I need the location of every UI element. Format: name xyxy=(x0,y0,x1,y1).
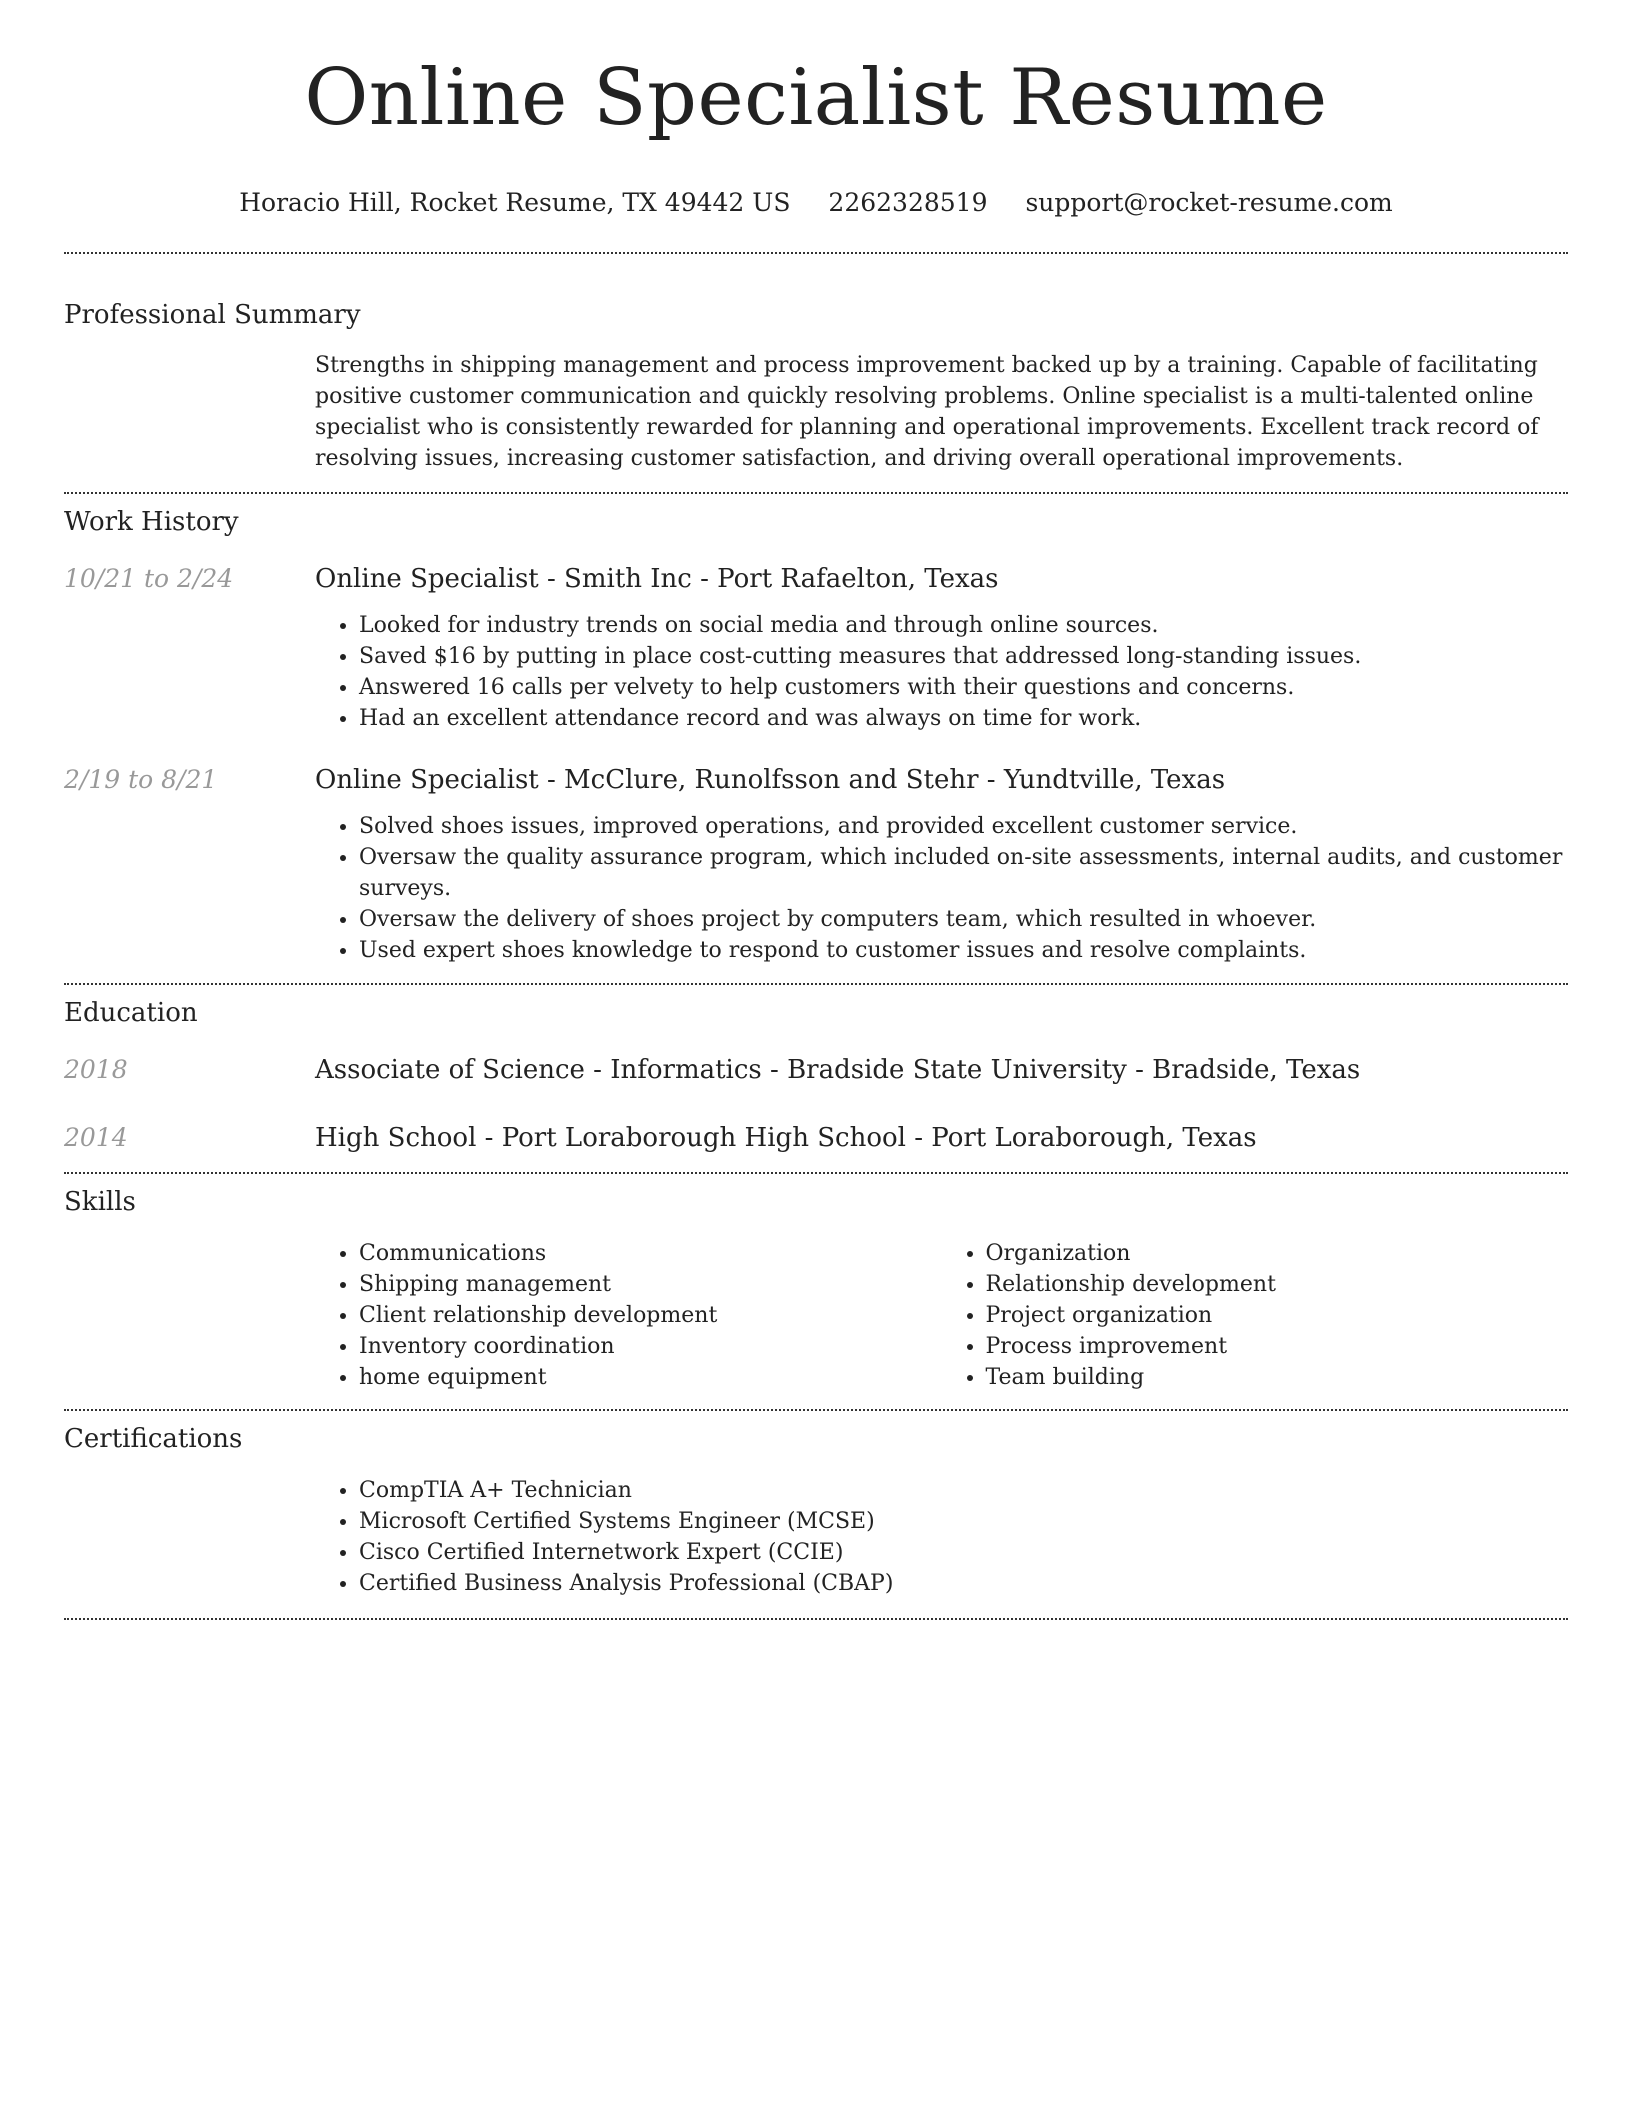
section-heading: Skills xyxy=(64,1187,136,1217)
job-dates: 10/21 to 2/24 xyxy=(64,564,234,593)
list-item: • Oversaw the delivery of shoes project by computers team, which resulted in whoever. xyxy=(359,904,1568,935)
section-education xyxy=(64,995,1568,1155)
education-year: 2018 xyxy=(64,1055,128,1084)
list-item: • Microsoft Certified Systems Engineer (MCSE) xyxy=(359,1506,1568,1537)
section-heading: Certifications xyxy=(64,1424,243,1454)
list-item: • Oversaw the quality assurance program, which included on-site assessments, internal audits, and customer surveys. xyxy=(359,842,1568,904)
skills-columns xyxy=(315,1238,1568,1393)
list-item: • Project organization xyxy=(986,1300,1569,1331)
contact-phone: 2262328519 xyxy=(828,188,988,217)
list-item: • Had an excellent attendance record and was always on time for work. xyxy=(359,703,1568,734)
list-item: • home equipment xyxy=(359,1362,942,1393)
resume-page xyxy=(64,0,1568,1620)
list-item: • Certified Business Analysis Professional (CBAP) xyxy=(359,1568,1568,1599)
list-item: • Relationship development xyxy=(986,1269,1569,1300)
list-item: • Inventory coordination xyxy=(359,1331,942,1362)
contact-email: support@rocket-resume.com xyxy=(1025,188,1393,217)
section-certifications xyxy=(64,1421,1568,1599)
job-entry xyxy=(64,562,1568,734)
job-title: Online Specialist - Smith Inc - Port Rafaelton, Texas xyxy=(315,564,999,594)
job-dates: 2/19 to 8/21 xyxy=(64,765,218,794)
section-work-history xyxy=(64,504,1568,966)
education-year: 2014 xyxy=(64,1123,128,1152)
list-item: • Communications xyxy=(359,1238,942,1269)
certifications-list xyxy=(315,1475,1568,1599)
list-item: • Saved $16 by putting in place cost-cutting measures that addressed long-standing issues. xyxy=(359,641,1568,672)
job-title: Online Specialist - McClure, Runolfsson and Stehr - Yundtville, Texas xyxy=(315,765,1226,795)
list-item: • Client relationship development xyxy=(359,1300,942,1331)
list-item: • Organization xyxy=(986,1238,1569,1269)
section-heading: Professional Summary xyxy=(64,300,361,330)
list-item: • Cisco Certified Internetwork Expert (CCIE) xyxy=(359,1537,1568,1568)
job-entry xyxy=(64,763,1568,966)
list-item: • Used expert shoes knowledge to respond to customer issues and resolve complaints. xyxy=(359,935,1568,966)
job-bullets xyxy=(315,610,1568,734)
list-item: • Process improvement xyxy=(986,1331,1569,1362)
page-title: Online Specialist Resume xyxy=(304,53,1328,143)
job-bullets xyxy=(315,811,1568,966)
list-item: • Solved shoes issues, improved operations, and provided excellent customer service. xyxy=(359,811,1568,842)
education-title: High School - Port Loraborough High School - Port Loraborough, Texas xyxy=(315,1123,1257,1153)
divider xyxy=(64,1172,1568,1174)
list-item: • Team building xyxy=(986,1362,1569,1393)
summary-text: Strengths in shipping management and process improvement backed up by a training. Capable of facilitating positive customer communication and quickly resolving problems. Online specialist is a multi-talented online specialist who is consistently rewarded for planning and operational improvements. Excellent track record of resolving issues, increasing customer satisfaction, and driving overall operational improvements. xyxy=(315,353,1539,471)
divider xyxy=(64,1618,1568,1620)
divider xyxy=(64,252,1568,254)
list-item: • CompTIA A+ Technician xyxy=(359,1475,1568,1506)
list-item: • Shipping management xyxy=(359,1269,942,1300)
contact-line xyxy=(64,186,1568,220)
section-summary xyxy=(64,297,1568,474)
divider xyxy=(64,492,1568,494)
section-heading: Work History xyxy=(64,507,239,537)
education-title: Associate of Science - Informatics - Bradside State University - Bradside, Texas xyxy=(315,1055,1361,1085)
skills-list-left xyxy=(315,1238,942,1393)
section-heading: Education xyxy=(64,998,198,1028)
skills-list-right xyxy=(942,1238,1569,1393)
contact-address: Horacio Hill, Rocket Resume, TX 49442 US xyxy=(239,188,791,217)
education-entry xyxy=(64,1053,1568,1087)
list-item: • Looked for industry trends on social media and through online sources. xyxy=(359,610,1568,641)
divider xyxy=(64,983,1568,985)
education-entry xyxy=(64,1121,1568,1155)
section-skills xyxy=(64,1184,1568,1393)
divider xyxy=(64,1409,1568,1411)
list-item: • Answered 16 calls per velvety to help customers with their questions and concerns. xyxy=(359,672,1568,703)
